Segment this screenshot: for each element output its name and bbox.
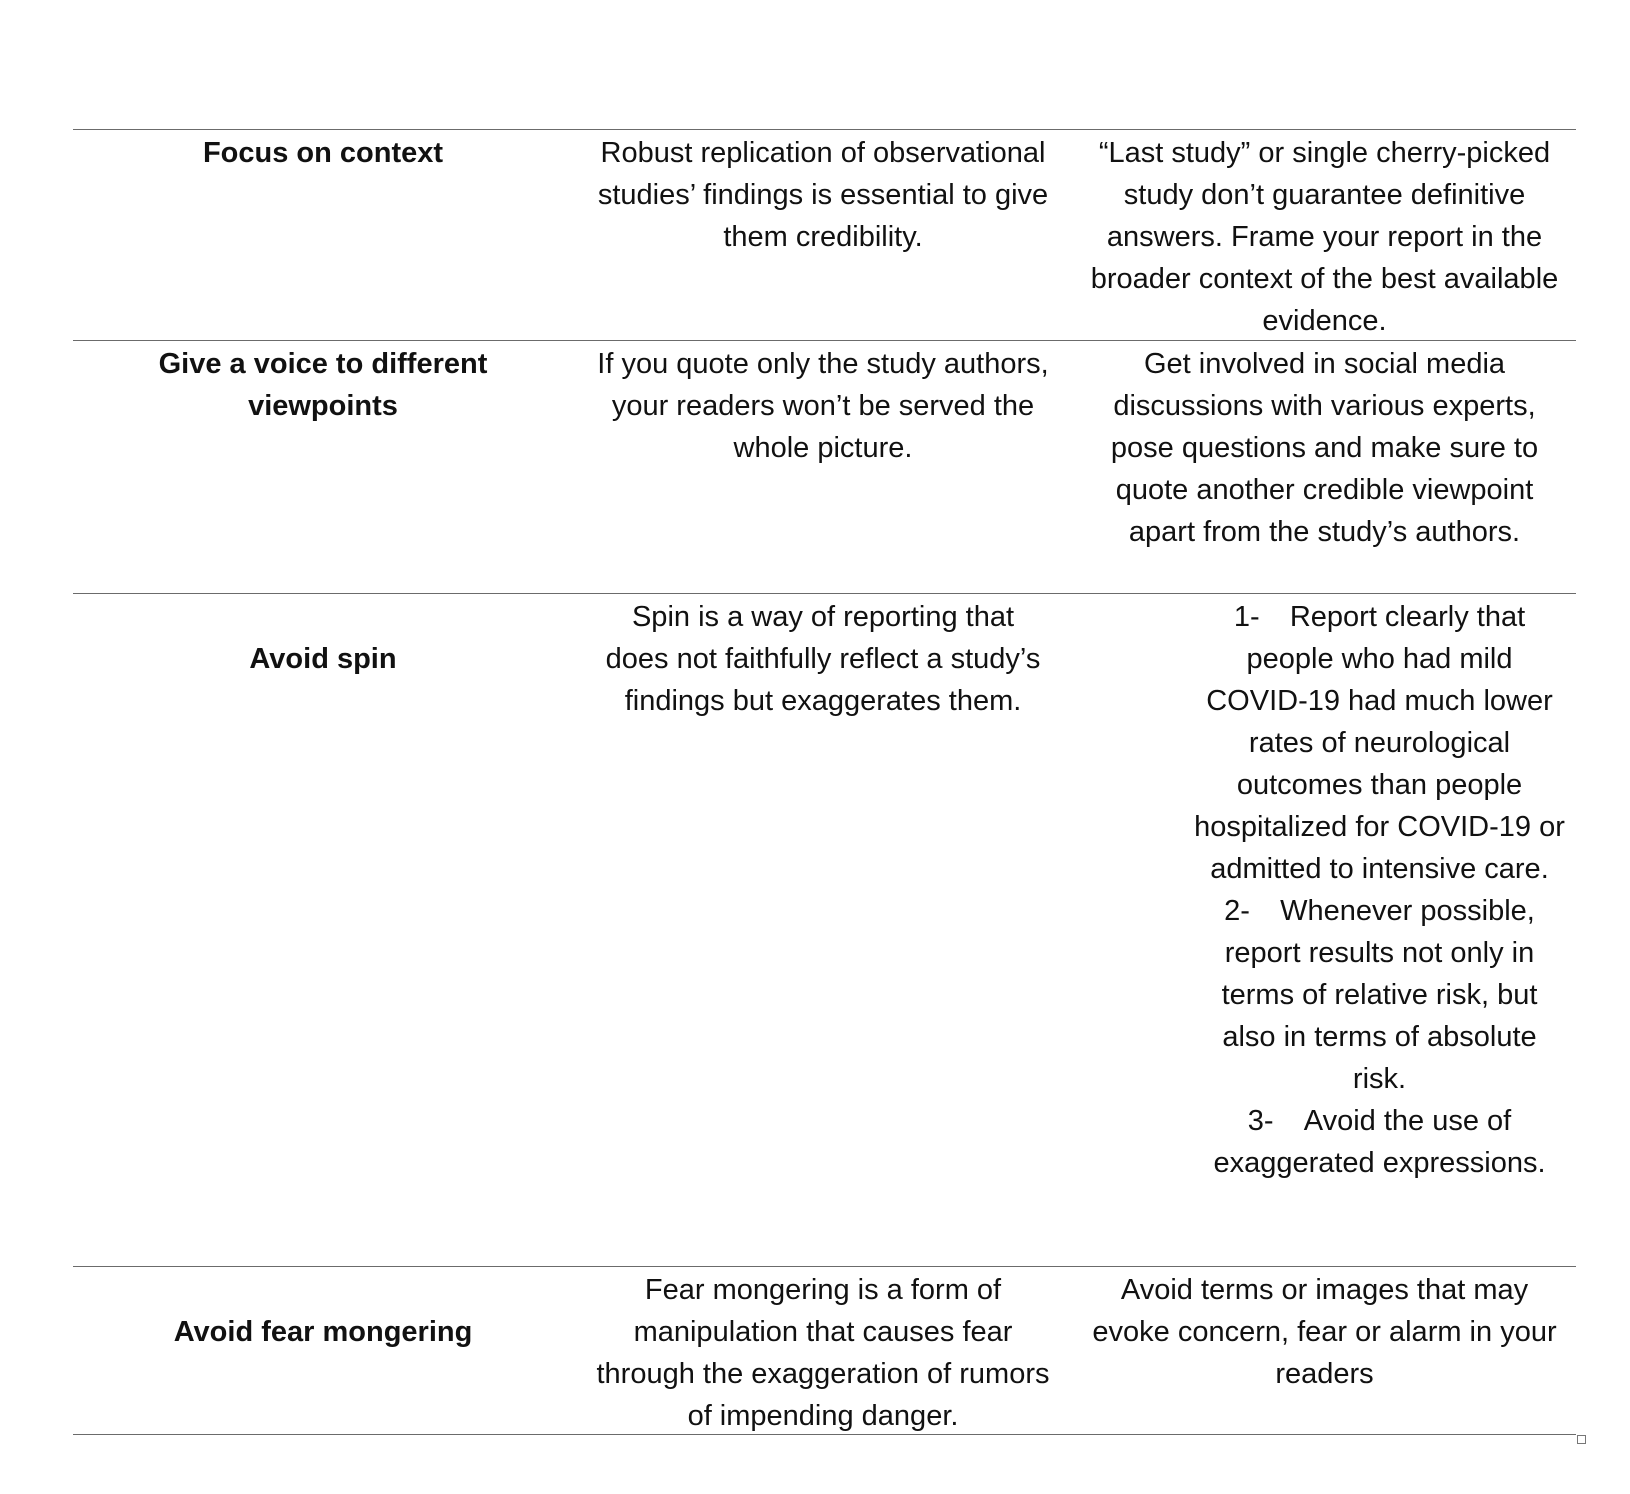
table-resize-handle[interactable] xyxy=(1577,1435,1586,1444)
row-advice: Get involved in social media discussions with various experts, pose questions and make sure to quote another credible viewpoint apart from the study’s authors. xyxy=(1110,348,1539,548)
list-item xyxy=(1193,596,1566,890)
row-description: Fear mongering is a form of manipulation that causes fear through the exaggeration of rumors of impending danger. xyxy=(596,1274,1050,1432)
table-row xyxy=(73,1267,1576,1435)
row-description: Robust replication of observational studies’ findings is essential to give them credibility. xyxy=(597,137,1049,253)
row-label: Give a voice to different viewpoints xyxy=(158,348,488,422)
row-description: If you quote only the study authors, your readers won’t be served the whole picture. xyxy=(597,348,1049,464)
table-row xyxy=(73,130,1576,341)
list-item xyxy=(1193,890,1566,1100)
row-label: Avoid fear mongering xyxy=(173,1316,473,1348)
list-number: 2- xyxy=(1224,895,1250,927)
list-number: 3- xyxy=(1247,1105,1274,1137)
list-item-text: Whenever possible, report results not only in terms of relative risk, but also in terms of absolute risk. xyxy=(1221,895,1538,1095)
row-description: Spin is a way of reporting that does not faithfully reflect a study’s findings but exaggerates them. xyxy=(605,601,1041,717)
numbered-list xyxy=(1193,596,1566,1184)
table-row xyxy=(73,341,1576,594)
list-item xyxy=(1193,1100,1566,1184)
list-item-text: Avoid the use of exaggerated expressions. xyxy=(1213,1105,1546,1179)
row-label: Focus on context xyxy=(202,137,444,169)
guidelines-table xyxy=(73,129,1576,1435)
table-row xyxy=(73,594,1576,1267)
row-advice: “Last study” or single cherry-picked study don’t guarantee definitive answers. Frame your report in the broader context of the best available evidence. xyxy=(1090,137,1559,337)
row-advice-list xyxy=(1073,594,1576,1266)
list-item-text: Report clearly that people who had mild COVID-19 had much lower rates of neurological outcomes than people hospitalized for COVID-19 or admitted to intensive care. xyxy=(1194,601,1565,885)
row-label: Avoid spin xyxy=(249,643,397,675)
list-number: 1- xyxy=(1233,601,1260,633)
row-advice: Avoid terms or images that may evoke concern, fear or alarm in your readers xyxy=(1092,1274,1557,1390)
